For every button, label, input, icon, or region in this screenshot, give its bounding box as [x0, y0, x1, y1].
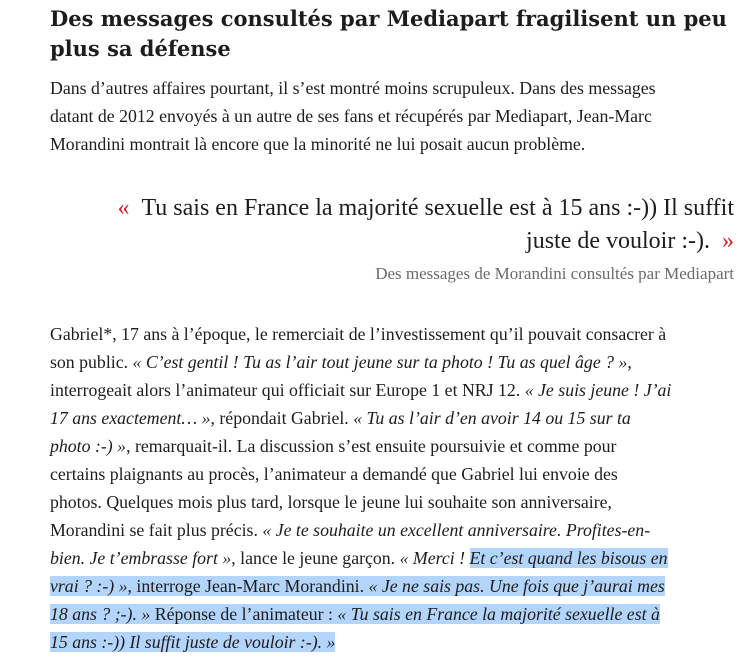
body-line [50, 432, 750, 460]
text-run: , lance le jeune garçon. [231, 548, 400, 568]
italic-quote: « C’est gentil ! Tu as l’air tout jeune sur ta photo ! Tu as quel âge ? » [132, 352, 628, 372]
selected-italic-quote[interactable]: 15 ans :-)) Il suffit juste de vouloir :-). » [50, 632, 336, 652]
text-run: , répondait Gabriel. [210, 408, 354, 428]
selected-italic-quote[interactable]: « Je ne sais pas. Une fois que j’aurai mes [368, 576, 665, 596]
pull-quote [60, 192, 734, 258]
intro-line: Morandini montrait là encore que la minorité ne lui posait aucun problème. [50, 134, 586, 154]
intro-line: datant de 2012 envoyés à un autre de ses fans et récupérés par Mediapart, Jean-Marc [50, 106, 652, 126]
text-run: certains plaignants au procès, l’animateur a demandé que Gabriel lui envoie des [50, 464, 618, 484]
selected-italic-quote[interactable]: Et c’est quand les bisous en [469, 548, 668, 568]
body-paragraph [50, 320, 750, 656]
body-line [50, 572, 750, 600]
italic-quote: bien. Je t’embrasse fort » [50, 548, 232, 568]
text-run: , remarquait-il. La discussion s’est ensuite poursuivie et comme pour [126, 436, 617, 456]
text-run: photos. Quelques mois plus tard, lorsque le jeune lui souhaite son anniversaire, [50, 492, 612, 512]
body-line [50, 600, 750, 628]
body-line [50, 460, 750, 488]
text-run: interrogeait alors l’animateur qui officiait sur Europe 1 et NRJ 12. [50, 380, 525, 400]
italic-quote: « Merci ! [399, 548, 470, 568]
pull-quote-line [60, 192, 734, 225]
selected-text-run[interactable]: , interroge Jean-Marc Morandini. [127, 576, 369, 596]
italic-quote: « Tu as l’air d’en avoir 14 ou 15 sur ta [353, 408, 631, 428]
body-line [50, 488, 750, 516]
pull-quote-text: juste de vouloir :-). [526, 228, 710, 254]
italic-quote: « Je suis jeune ! J’ai [524, 380, 672, 400]
body-line [50, 376, 750, 404]
italic-quote: photo :-) » [50, 436, 127, 456]
selected-text-run[interactable]: Réponse de l’animateur : [150, 604, 338, 624]
italic-quote: « Je te souhaite un excellent anniversaire. Profites-en- [262, 520, 651, 540]
body-line [50, 628, 750, 656]
body-line [50, 516, 750, 544]
section-heading: Des messages consultés par Mediapart fragilisent un peu plus sa défense [50, 6, 727, 61]
body-line [50, 320, 750, 348]
intro-line: Dans d’autres affaires pourtant, il s’est montré moins scrupuleux. Dans des messages [50, 78, 656, 98]
selected-italic-quote[interactable]: vrai ? :-) » [50, 576, 128, 596]
text-run: Morandini se fait plus précis. [50, 520, 263, 540]
quote-source: Des messages de Morandini consultés par Mediapart [375, 264, 734, 283]
italic-quote: 17 ans exactement… » [50, 408, 211, 428]
selected-italic-quote[interactable]: 18 ans ? ;-). » [50, 604, 151, 624]
pull-quote-text: Tu sais en France la majorité sexuelle est à 15 ans :-)) Il suffit [141, 195, 734, 221]
open-quote-mark: « [117, 195, 130, 221]
text-run: son public. [50, 352, 133, 372]
body-line [50, 404, 750, 432]
text-run: Gabriel*, 17 ans à l’époque, le remerciait de l’investissement qu’il pouvait consacrer à [50, 324, 667, 344]
body-line [50, 544, 750, 572]
text-run: , [627, 352, 632, 372]
close-quote-mark: » [722, 228, 734, 254]
body-line [50, 348, 750, 376]
intro-paragraph [50, 74, 750, 158]
selected-italic-quote[interactable]: « Tu sais en France la majorité sexuelle est à [337, 604, 660, 624]
pull-quote-line [60, 225, 734, 258]
